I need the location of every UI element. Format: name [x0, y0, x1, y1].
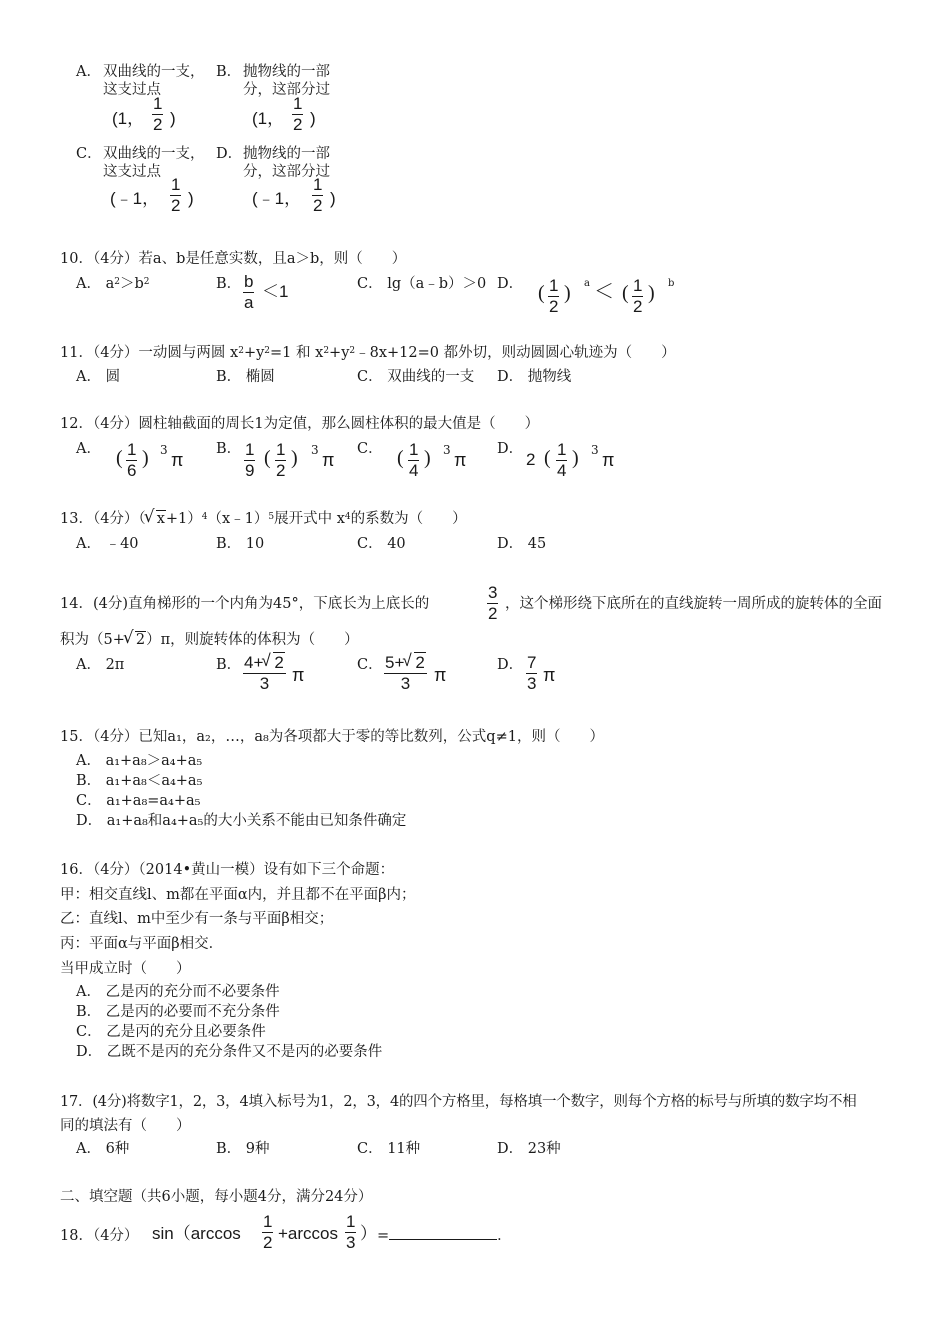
- q12-option-d-pi: π: [602, 450, 615, 470]
- q14-option-b-pi: π: [292, 665, 305, 685]
- q9-option-c-fraction: $\frac{1}{2}$: [171, 175, 181, 215]
- q12-b-paren-close: ): [291, 447, 298, 469]
- q14-stem-fraction: $\frac{3}{2}$: [488, 583, 498, 623]
- q12-option-c-fraction: $\frac{1}{4}$: [409, 440, 419, 480]
- q14-option-c-label: C．: [357, 657, 383, 673]
- q12-option-c-label: C．: [357, 441, 383, 457]
- q9-option-a-label: A．: [76, 64, 101, 80]
- q14-sqrt: √ 2: [125, 631, 146, 649]
- q16-stem: 16．（4分）（2014•黄山一模）设有如下三个命题：: [60, 862, 395, 878]
- q18-fraction-third: $\frac{1}{3}$: [346, 1212, 356, 1252]
- q11-option-c: C． 双曲线的一支: [357, 369, 475, 385]
- q14-option-c-pi: π: [434, 665, 447, 685]
- q15-option-d: D． a₁+a₈和a₄+a₅的大小关系不能由已知条件确定: [76, 813, 407, 829]
- q18-answer: = ．: [377, 1228, 512, 1244]
- q16-option-b: B． 乙是丙的必要而不充分条件: [76, 1004, 280, 1020]
- q12-option-a-fraction: $\frac{1}{6}$: [127, 440, 137, 480]
- q12-d-paren-open: (: [544, 447, 551, 469]
- q9-option-d-point: (﹣1，: [252, 189, 302, 208]
- q9-option-a-fraction: $\frac{1}{2}$: [153, 94, 163, 134]
- q12-option-a-pi: π: [171, 450, 184, 470]
- q15-stem: 15．（4分）已知a₁，a₂，…，a₈为各项都大于零的等比数列，公式q≠1，则（ ）: [60, 729, 604, 745]
- q12-a-paren-close: ): [142, 447, 149, 469]
- q17-stem-line1: 17．(4分)将数字1，2，3，4填入标号为1，2，3，4的四个方格里，每格填一个数字，则每个方格的标号与所填的数字均不相: [60, 1094, 857, 1110]
- q11-option-a: A． 圆: [76, 369, 121, 385]
- q12-option-b-fraction2: $\frac{1}{2}$: [276, 440, 286, 480]
- q9-option-d-line2: 分，这部分过: [243, 164, 330, 180]
- q12-c-paren-close: ): [424, 447, 431, 469]
- q10-option-a: A． $a^2>b^2$: [76, 276, 150, 292]
- q10-option-d-exp-a: a: [584, 278, 590, 289]
- q10-option-d-paren-close2: ): [648, 282, 655, 304]
- q17-option-b: B． 9种: [216, 1141, 270, 1157]
- q9-option-a-point: (1，: [112, 109, 145, 128]
- q12-option-d-coef: 2: [526, 450, 536, 469]
- q10-option-d-exp-b: b: [668, 278, 675, 289]
- q15-option-b: B． a₁+a₈＜a₄+a₅: [76, 773, 203, 789]
- q15-option-c: C． a₁+a₈=a₄+a₅: [76, 793, 201, 809]
- q9-option-a-line1: 双曲线的一支，: [103, 64, 205, 80]
- q18-fraction-half: $\frac{1}{2}$: [263, 1212, 273, 1252]
- q12-option-a-label: A．: [76, 441, 101, 457]
- q16-option-d: D． 乙既不是丙的充分条件又不是丙的必要条件: [76, 1044, 383, 1060]
- q10-option-c: C． lg（a﹣b）＞0: [357, 276, 487, 292]
- q14-c-sqrt: √ 2: [404, 654, 425, 672]
- q13-option-c: C． 40: [357, 536, 406, 552]
- q9-option-a-line2: 这支过点: [103, 82, 161, 98]
- q9-option-d-line1: 抛物线的一部: [243, 146, 330, 162]
- q12-option-d-label: D．: [497, 441, 524, 457]
- q12-option-b-label: B．: [216, 441, 242, 457]
- q9-option-c-close: ): [188, 189, 194, 208]
- q13-sqrt: √ x: [146, 510, 166, 528]
- q10-stem: 10．（4分）若a、b是任意实数，且a＞b，则（ ）: [60, 251, 407, 267]
- q17-stem-line2: 同的填法有（ ）: [60, 1118, 191, 1134]
- q12-option-c-pi: π: [454, 450, 467, 470]
- q12-option-d-exp: 3: [591, 443, 599, 457]
- q13-stem: 13．（4分）（√ x+1）$^4$（x﹣1）$^5$展开式中 $x^4$的系数为（ ）: [60, 510, 467, 528]
- q9-option-d-close: ): [330, 189, 336, 208]
- q9-option-b-fraction: $\frac{1}{2}$: [293, 94, 303, 134]
- q9-option-c-label: C．: [76, 146, 102, 162]
- q10-option-d-paren-open2: (: [622, 282, 629, 304]
- q12-option-b-fraction1: $\frac{1}{9}$: [245, 440, 255, 480]
- q17-option-d: D． 23种: [497, 1141, 561, 1157]
- q14-option-d-pi: π: [543, 665, 556, 685]
- q12-d-paren-close: ): [572, 447, 579, 469]
- q9-option-a-close: ): [170, 109, 176, 128]
- q18-sin-arccos: sin（arccos: [152, 1224, 241, 1243]
- q13-option-b: B． 10: [216, 536, 265, 552]
- q13-option-a: A． ﹣40: [76, 536, 139, 552]
- q14-option-b-fraction: $\frac{4+√ 2}{3}$: [243, 654, 286, 693]
- q12-c-paren-open: (: [397, 447, 404, 469]
- q18-close: ）: [360, 1224, 377, 1243]
- q10-option-d-lt: ＜: [594, 281, 614, 303]
- q14-option-d-fraction: $\frac{7}{3}$: [527, 653, 537, 693]
- q12-a-paren-open: (: [116, 447, 123, 469]
- q11-option-d: D． 抛物线: [497, 369, 572, 385]
- q16-proposition-yi: 乙：直线l、m中至少有一条与平面β相交；: [60, 911, 334, 927]
- q11-stem: 11．（4分）一动圆与两圆 $x^2+y^2=1$ 和 $x^2+y^2﹣8x+12=0$ 都外切，则动圆圆心轨迹为（ ）: [60, 345, 676, 361]
- q10-option-d-label: D．: [497, 276, 524, 292]
- q9-option-c-line2: 这支过点: [103, 164, 161, 180]
- q9-option-b-close: ): [310, 109, 316, 128]
- q12-b-paren-open: (: [264, 447, 271, 469]
- q14-b-sqrt: √ 2: [263, 654, 284, 672]
- q16-proposition-bing: 丙：平面α与平面β相交．: [60, 936, 224, 952]
- q14-option-b-label: B．: [216, 657, 242, 673]
- q12-option-b-exp: 3: [311, 443, 319, 457]
- q16-condition: 当甲成立时（ ）: [60, 961, 191, 977]
- q9-option-c-line1: 双曲线的一支，: [103, 146, 205, 162]
- q10-option-d-fraction2: $\frac{1}{2}$: [633, 276, 643, 316]
- q16-proposition-jia: 甲：相交直线l、m都在平面α内，并且都不在平面β内；: [60, 887, 416, 903]
- q14-option-a: A． 2π: [76, 657, 125, 673]
- q9-option-d-fraction: $\frac{1}{2}$: [313, 175, 323, 215]
- q14-stem-line2: 积为（5+√ 2）π，则旋转体的体积为（ ）: [60, 631, 359, 649]
- q18-plus-arccos: +arccos: [278, 1224, 338, 1243]
- q15-option-a: A． a₁+a₈＞a₄+a₅: [76, 753, 203, 769]
- q12-option-d-fraction: $\frac{1}{4}$: [557, 440, 567, 480]
- q9-option-c-point: (﹣1，: [110, 189, 160, 208]
- q10-option-b-fraction: $\frac{b}{a}$: [244, 272, 254, 312]
- q9-option-b-line2: 分，这部分过: [243, 82, 330, 98]
- q17-option-c: C． 11种: [357, 1141, 421, 1157]
- q12-option-a-exp: 3: [160, 443, 168, 457]
- q9-option-b-line1: 抛物线的一部: [243, 64, 330, 80]
- q9-option-d-label: D．: [216, 146, 243, 162]
- q16-option-c: C． 乙是丙的充分且必要条件: [76, 1024, 266, 1040]
- q10-option-d-paren-open: (: [538, 282, 545, 304]
- q10-option-d-fraction1: $\frac{1}{2}$: [549, 276, 559, 316]
- q16-option-a: A． 乙是丙的充分而不必要条件: [76, 984, 280, 1000]
- q14-option-d-label: D．: [497, 657, 524, 673]
- q12-option-b-pi: π: [322, 450, 335, 470]
- q18-prefix: 18．（4分）: [60, 1228, 139, 1244]
- q9-option-b-label: B．: [216, 64, 242, 80]
- q10-option-d-paren-close: ): [564, 282, 571, 304]
- q13-option-d: D． 45: [497, 536, 547, 552]
- q14-option-c-fraction: $\frac{5+√ 2}{3}$: [384, 654, 427, 693]
- q12-stem: 12．（4分）圆柱轴截面的周长1为定值，那么圆柱体积的最大值是（ ）: [60, 416, 540, 432]
- q17-option-a: A． 6种: [76, 1141, 130, 1157]
- q14-stem-part2: ，这个梯形绕下底所在的直线旋转一周所成的旋转体的全面: [505, 596, 882, 612]
- q9-option-b-point: (1，: [252, 109, 285, 128]
- q12-option-c-exp: 3: [443, 443, 451, 457]
- q18-answer-blank[interactable]: [389, 1227, 497, 1240]
- section-title-fill-in: 二、填空题（共6小题，每小题4分，满分24分）: [60, 1189, 373, 1205]
- q10-option-b-label: B．: [216, 276, 242, 292]
- q10-option-b-relation: ＜1: [262, 282, 289, 301]
- q14-stem-part1: 14．(4分)直角梯形的一个内角为45°，下底长为上底长的: [60, 596, 430, 612]
- q11-option-b: B． 椭圆: [216, 369, 275, 385]
